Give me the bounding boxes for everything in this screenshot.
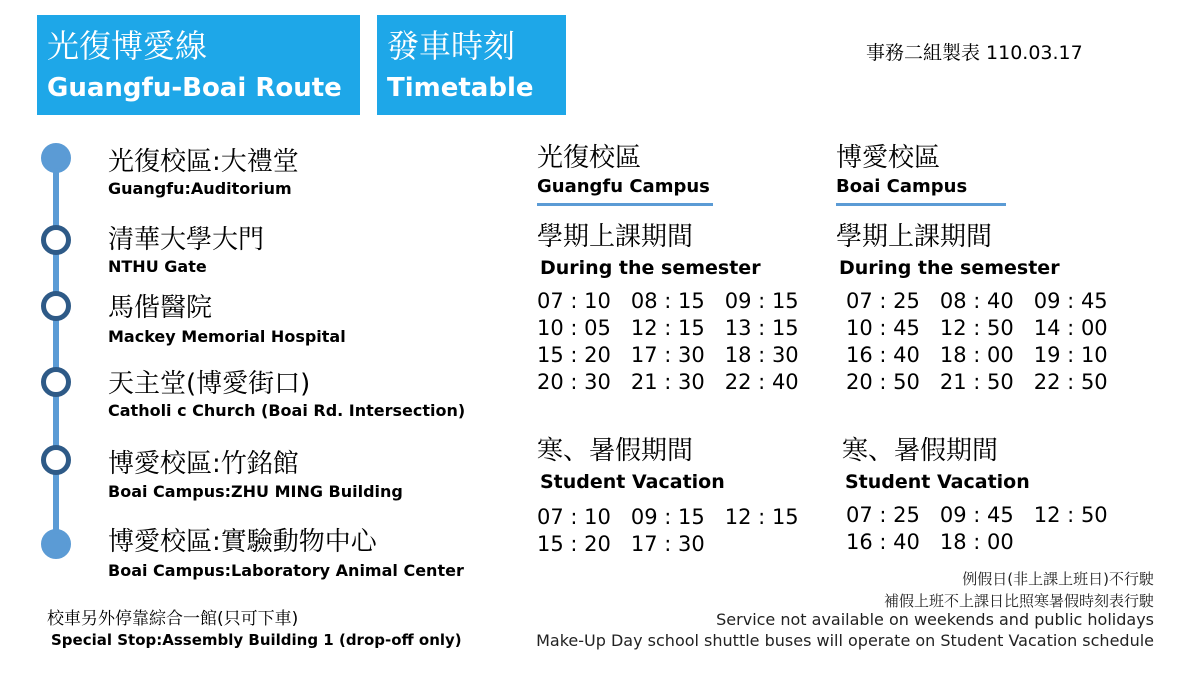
time-row: 15 : 20 17 : 30 xyxy=(537,532,705,556)
guangfu-semester-section xyxy=(537,216,761,279)
made-by-note: 事務二組製表 110.03.17 xyxy=(866,42,1083,64)
stop-name-zh: 馬偕醫院 xyxy=(108,293,213,323)
stop-name-en: Mackey Memorial Hospital xyxy=(108,327,346,346)
stop-name-en: Catholi c Church (Boai Rd. Intersection) xyxy=(108,401,466,420)
stop-name-en: NTHU Gate xyxy=(108,257,207,276)
route-line xyxy=(53,158,59,544)
semester-heading-zh: 學期上課期間 xyxy=(537,222,694,252)
route-title-box xyxy=(37,15,360,115)
timetable-title-box xyxy=(377,15,566,115)
stop-dot-end xyxy=(41,529,71,559)
time-row: 10 : 45 12 : 50 14 : 00 xyxy=(846,316,1108,340)
note-no-service-en: Service not available on weekends and public holidays xyxy=(716,610,1154,629)
semester-heading-zh: 學期上課期間 xyxy=(836,222,993,252)
vacation-heading-en: Student Vacation xyxy=(845,471,1030,493)
vacation-heading-zh: 寒、暑假期間 xyxy=(537,436,694,466)
time-row: 20 : 30 21 : 30 22 : 40 xyxy=(537,370,799,394)
route-title-en: Guangfu-Boai Route xyxy=(47,73,342,103)
guangfu-underline xyxy=(537,203,713,206)
stop-name-en: Guangfu:Auditorium xyxy=(108,179,292,198)
stop-name-zh: 天主堂(博愛街口) xyxy=(108,369,311,399)
timetable-title-zh: 發車時刻 xyxy=(387,27,516,65)
time-row: 10 : 05 12 : 15 13 : 15 xyxy=(537,316,799,340)
time-row: 20 : 50 21 : 50 22 : 50 xyxy=(846,370,1108,394)
note-makeup-zh: 補假上班不上課日比照寒暑假時刻表行駛 xyxy=(883,592,1154,610)
stop-dot xyxy=(41,445,71,475)
time-row: 16 : 40 18 : 00 xyxy=(846,530,1014,554)
time-row: 07 : 10 09 : 15 12 : 15 xyxy=(537,505,799,529)
time-row: 07 : 25 09 : 45 12 : 50 xyxy=(846,503,1108,527)
stop-dot xyxy=(41,367,71,397)
boai-vacation-section xyxy=(842,430,1030,493)
guangfu-vacation-section xyxy=(537,430,725,493)
time-row: 16 : 40 18 : 00 19 : 10 xyxy=(846,343,1108,367)
boai-campus-en: Boai Campus xyxy=(836,176,968,197)
guangfu-semester-times xyxy=(537,288,799,396)
route-title-zh: 光復博愛線 xyxy=(47,27,208,65)
stop-name-en: Boai Campus:Laboratory Animal Center xyxy=(108,561,464,580)
guangfu-vacation-times xyxy=(537,504,799,558)
boai-semester-times xyxy=(846,288,1108,396)
stop-name-zh: 博愛校區:實驗動物中心 xyxy=(108,527,377,557)
stop-name-zh: 博愛校區:竹銘館 xyxy=(108,449,299,479)
note-makeup-en: Make-Up Day school shuttle buses will operate on Student Vacation schedule xyxy=(536,631,1154,650)
boai-semester-section xyxy=(836,216,1060,279)
stop-name-zh: 光復校區:大禮堂 xyxy=(108,147,299,177)
semester-heading-en: During the semester xyxy=(540,257,761,279)
boai-campus-header xyxy=(836,137,1006,206)
time-row: 15 : 20 17 : 30 18 : 30 xyxy=(537,343,799,367)
time-row: 07 : 10 08 : 15 09 : 15 xyxy=(537,289,799,313)
boai-vacation-times xyxy=(846,502,1108,556)
guangfu-campus-zh: 光復校區 xyxy=(537,143,642,173)
guangfu-campus-header xyxy=(537,137,713,206)
timetable-title-en: Timetable xyxy=(387,73,534,103)
boai-campus-zh: 博愛校區 xyxy=(836,143,941,173)
stop-name-en: Boai Campus:ZHU MING Building xyxy=(108,482,403,501)
stop-dot-start xyxy=(41,143,71,173)
stop-dot xyxy=(41,225,71,255)
guangfu-campus-en: Guangfu Campus xyxy=(537,176,710,197)
time-row: 07 : 25 08 : 40 09 : 45 xyxy=(846,289,1108,313)
vacation-heading-en: Student Vacation xyxy=(540,471,725,493)
boai-underline xyxy=(836,203,1006,206)
special-stop-en: Special Stop:Assembly Building 1 (drop-off only) xyxy=(51,631,462,649)
stop-name-zh: 清華大學大門 xyxy=(108,225,265,255)
semester-heading-en: During the semester xyxy=(839,257,1060,279)
special-stop-zh: 校車另外停靠綜合一館(只可下車) xyxy=(47,609,299,629)
note-no-service-zh: 例假日(非上課上班日)不行駛 xyxy=(962,570,1154,588)
stop-dot xyxy=(41,291,71,321)
vacation-heading-zh: 寒、暑假期間 xyxy=(842,436,999,466)
